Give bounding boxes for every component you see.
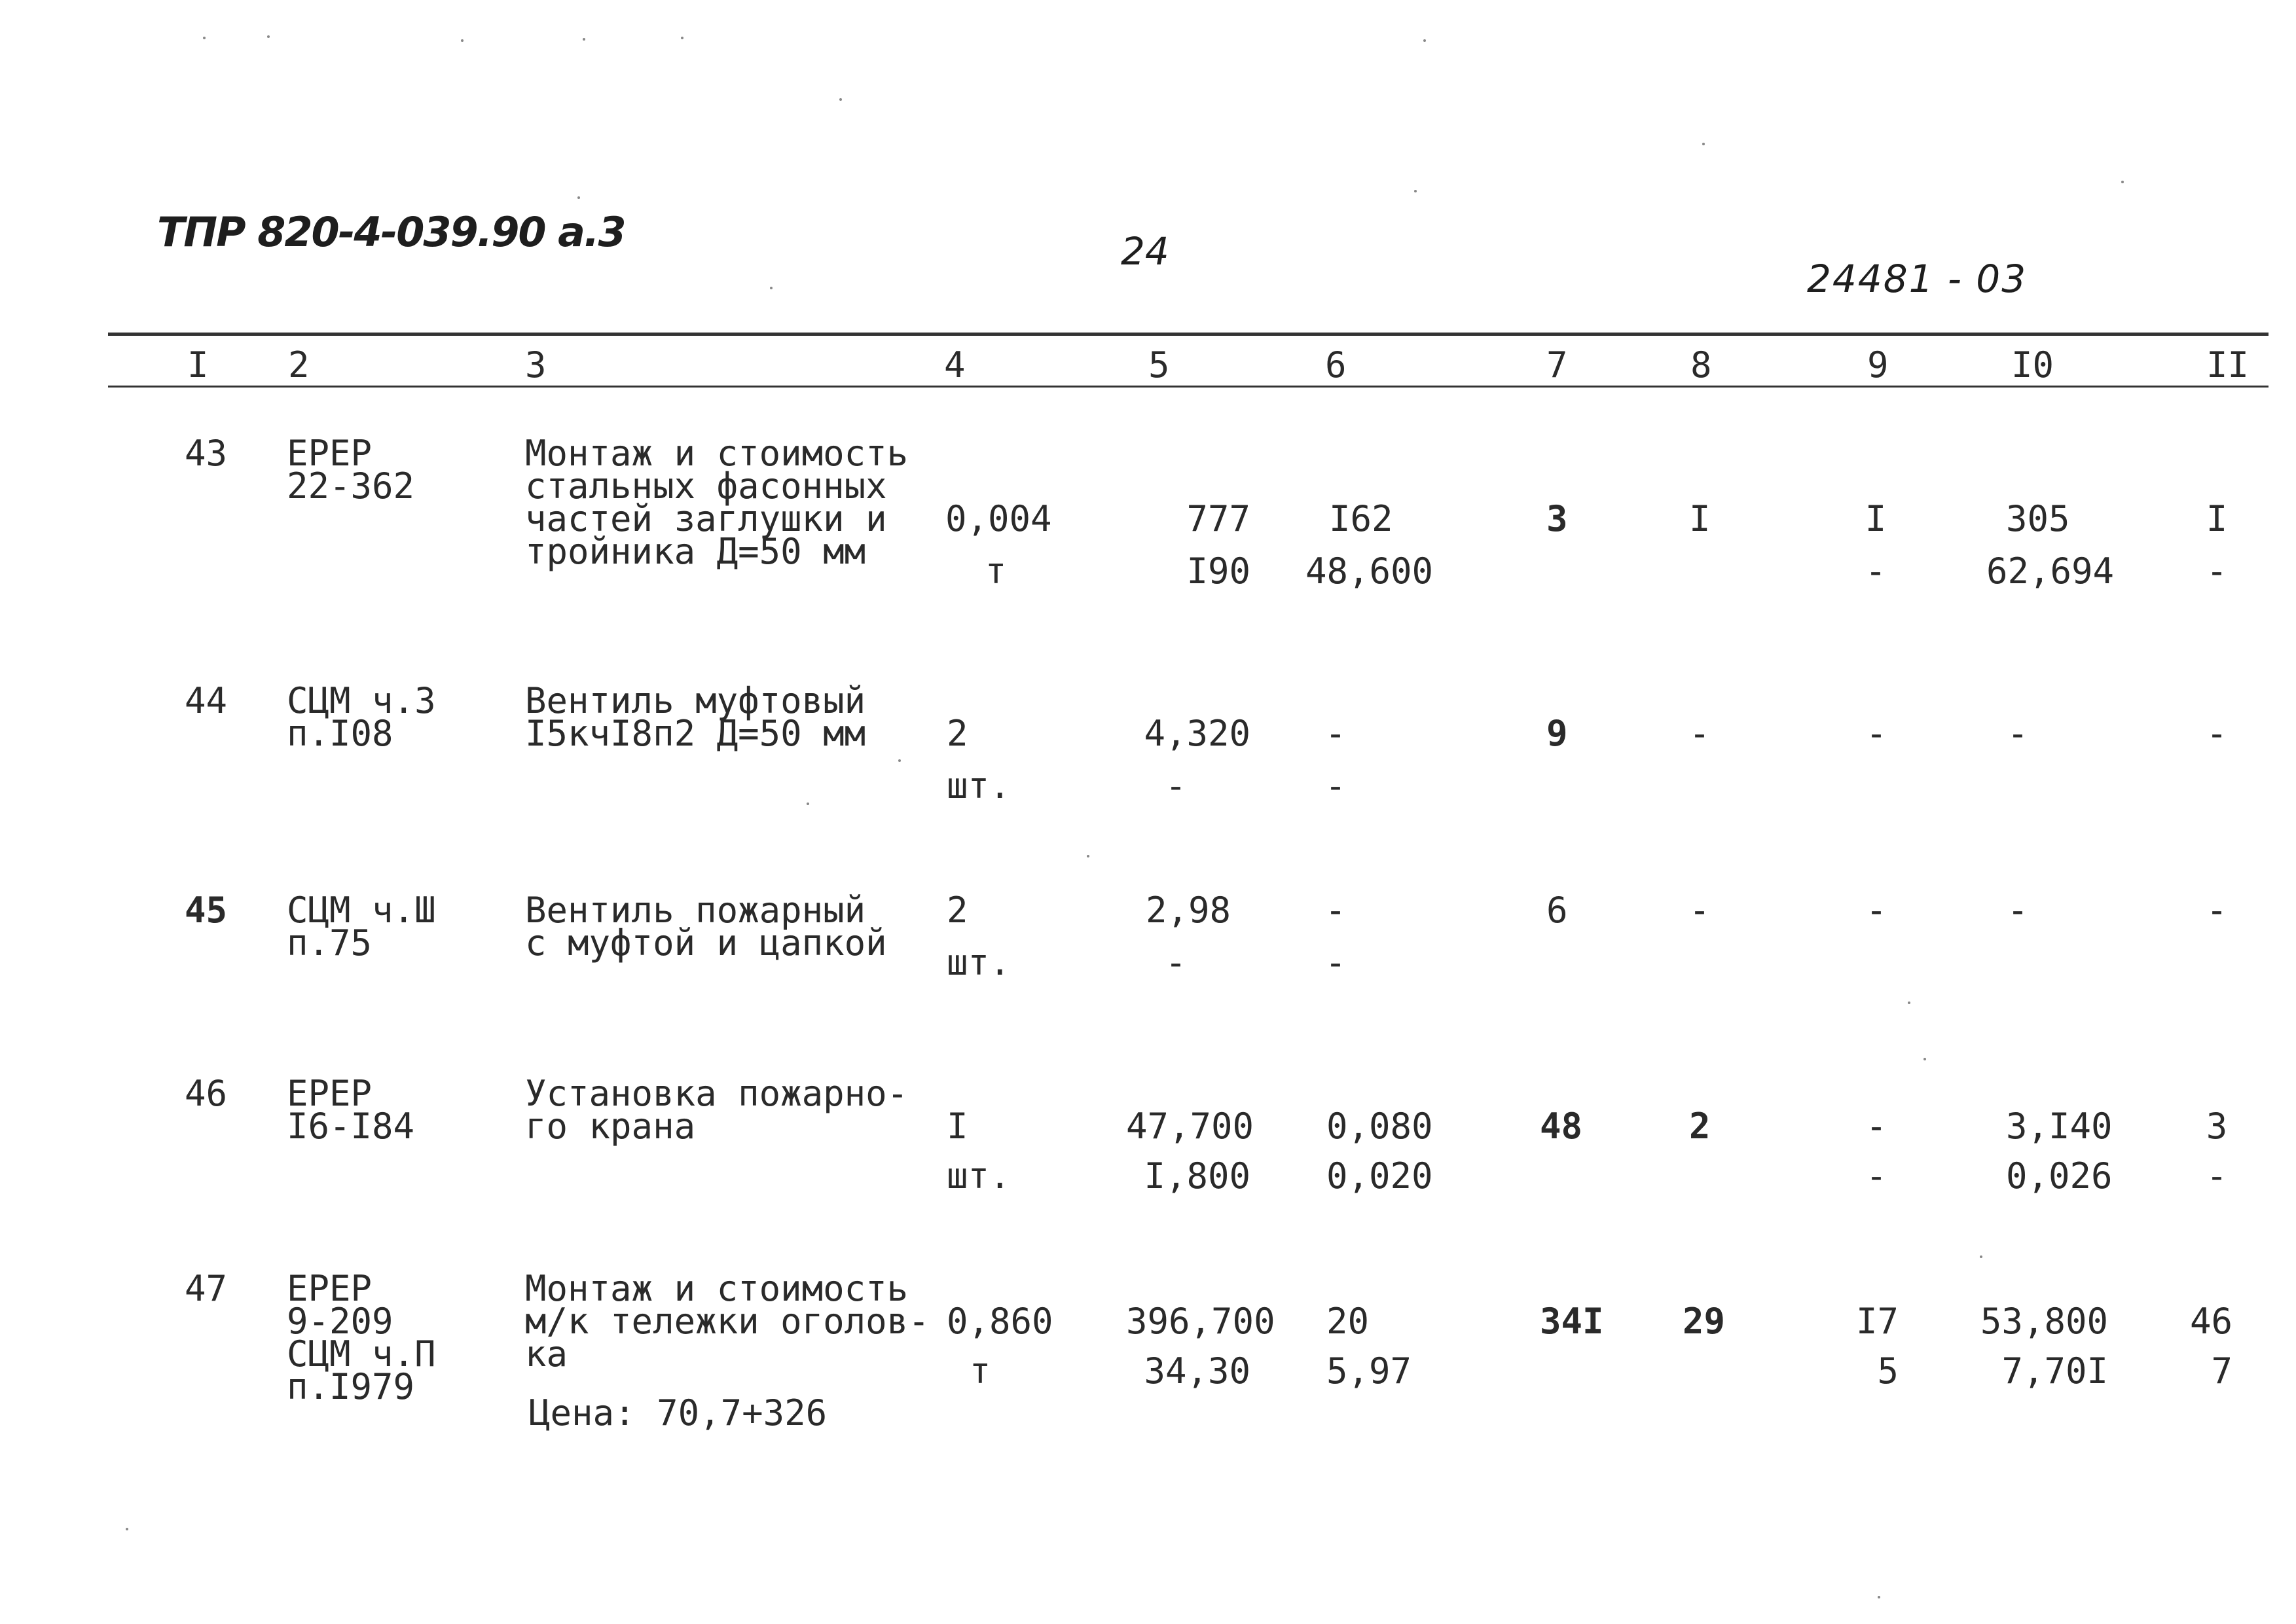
sheet-code: 24481 - 03 (1807, 257, 2028, 301)
col7-value: 48 (1540, 1106, 1583, 1147)
norm-reference: СЦМ ч.Ш п.75 (287, 890, 436, 964)
quantity: 2 (947, 713, 968, 754)
work-description: Вентиль пожарный с муфтой и цапкой (525, 890, 887, 964)
col10-value: 305 (2006, 498, 2070, 539)
col11-value: I (2206, 498, 2228, 539)
norm-reference: ЕРЕР 9-209 СЦМ ч.П п.I979 (287, 1268, 436, 1407)
col5-value: 777 (1186, 498, 1250, 539)
col8-value: I (1689, 498, 1711, 539)
row-number: 43 (185, 433, 228, 474)
col9-value: I7 (1855, 1301, 1899, 1342)
col5-value: 2,98 (1146, 890, 1231, 931)
col5-subvalue: - (1165, 942, 1187, 983)
column-header-10: I0 (2011, 344, 2054, 386)
col10-value: - (2007, 890, 2029, 931)
col6-subvalue: - (1324, 942, 1347, 983)
col11-subvalue: - (2206, 550, 2228, 592)
col6-value: - (1324, 890, 1347, 931)
table-header-rule (108, 386, 2269, 388)
col9-value: - (1865, 890, 1887, 931)
row-number: 45 (185, 890, 228, 931)
col9-subvalue: - (1865, 1155, 1887, 1197)
table-top-rule (108, 333, 2269, 336)
work-description: Монтаж и стоимость стальных фасонных частей заглушки и тройника Д=50 мм (525, 433, 909, 572)
norm-reference: ЕРЕР I6-I84 (287, 1073, 415, 1147)
norm-reference: СЦМ ч.3 п.I08 (287, 680, 436, 754)
col8-value: - (1688, 890, 1711, 931)
col11-value: - (2206, 890, 2228, 931)
col10-value: 3,I40 (2006, 1106, 2113, 1147)
col5-value: 47,700 (1126, 1106, 1254, 1147)
column-header-5: 5 (1148, 344, 1170, 386)
col11-value: 3 (2206, 1106, 2228, 1147)
unit: шт. (947, 1155, 1011, 1197)
col5-subvalue: - (1165, 765, 1187, 806)
row-number: 44 (185, 680, 228, 721)
col9-value: - (1865, 713, 1887, 754)
col8-value: 2 (1689, 1106, 1711, 1147)
column-header-8: 8 (1690, 344, 1712, 386)
col10-value: - (2007, 713, 2029, 754)
col6-value: 0,080 (1326, 1106, 1433, 1147)
column-header-9: 9 (1867, 344, 1889, 386)
column-header-4: 4 (944, 344, 966, 386)
col11-value: - (2206, 713, 2228, 754)
col5-subvalue: 34,30 (1144, 1350, 1250, 1392)
column-header-1: I (187, 344, 209, 386)
col11-value: 46 (2189, 1301, 2232, 1342)
col8-value: 29 (1683, 1301, 1726, 1342)
col5-value: 4,320 (1144, 713, 1250, 754)
col7-value: 6 (1546, 890, 1568, 931)
col10-subvalue: 7,70I (2001, 1350, 2108, 1392)
work-description: Монтаж и стоимость м/к тележки оголов- ка (525, 1268, 930, 1375)
col9-subvalue: 5 (1877, 1350, 1899, 1392)
col11-subvalue: - (2206, 1155, 2228, 1197)
document-code: ТПР 820-4-039.90 а.3 (157, 208, 625, 256)
col7-value: 34I (1540, 1301, 1604, 1342)
col10-value: 53,800 (1980, 1301, 2108, 1342)
col5-subvalue: I,800 (1144, 1155, 1250, 1197)
col8-value: - (1688, 713, 1711, 754)
page-number: 24 (1121, 229, 1169, 274)
work-description: Вентиль муфтовый I5кчI8п2 Д=50 мм (525, 680, 866, 754)
quantity: 0,860 (947, 1301, 1053, 1342)
quantity: 0,004 (945, 498, 1052, 539)
col6-value: - (1324, 713, 1347, 754)
quantity: 2 (947, 890, 968, 931)
col11-subvalue: 7 (2211, 1350, 2232, 1392)
col9-subvalue: - (1865, 550, 1887, 592)
column-header-6: 6 (1325, 344, 1347, 386)
unit: т (969, 1350, 991, 1392)
unit: т (985, 550, 1007, 592)
unit: шт. (947, 942, 1011, 983)
col10-subvalue: 0,026 (2006, 1155, 2113, 1197)
price-note: Цена: 70,7+326 (529, 1392, 828, 1434)
col9-value: - (1865, 1106, 1887, 1147)
column-header-2: 2 (288, 344, 310, 386)
col5-subvalue: I90 (1186, 550, 1250, 592)
col6-subvalue: 0,020 (1326, 1155, 1433, 1197)
row-number: 47 (185, 1268, 228, 1309)
col6-value: I62 (1329, 498, 1393, 539)
column-header-7: 7 (1546, 344, 1568, 386)
unit: шт. (947, 765, 1011, 806)
col5-value: 396,700 (1126, 1301, 1275, 1342)
quantity: I (947, 1106, 968, 1147)
col10-subvalue: 62,694 (1986, 550, 2115, 592)
col6-subvalue: 48,600 (1305, 550, 1434, 592)
col6-subvalue: - (1324, 765, 1347, 806)
row-number: 46 (185, 1073, 228, 1114)
column-header-3: 3 (525, 344, 547, 386)
norm-reference: ЕРЕР 22-362 (287, 433, 415, 507)
work-description: Установка пожарно- го крана (525, 1073, 909, 1147)
col7-value: 9 (1546, 713, 1568, 754)
col9-value: I (1865, 498, 1887, 539)
col6-value: 20 (1326, 1301, 1370, 1342)
col6-subvalue: 5,97 (1326, 1350, 1412, 1392)
col7-value: 3 (1546, 498, 1568, 539)
column-header-11: II (2206, 344, 2250, 386)
